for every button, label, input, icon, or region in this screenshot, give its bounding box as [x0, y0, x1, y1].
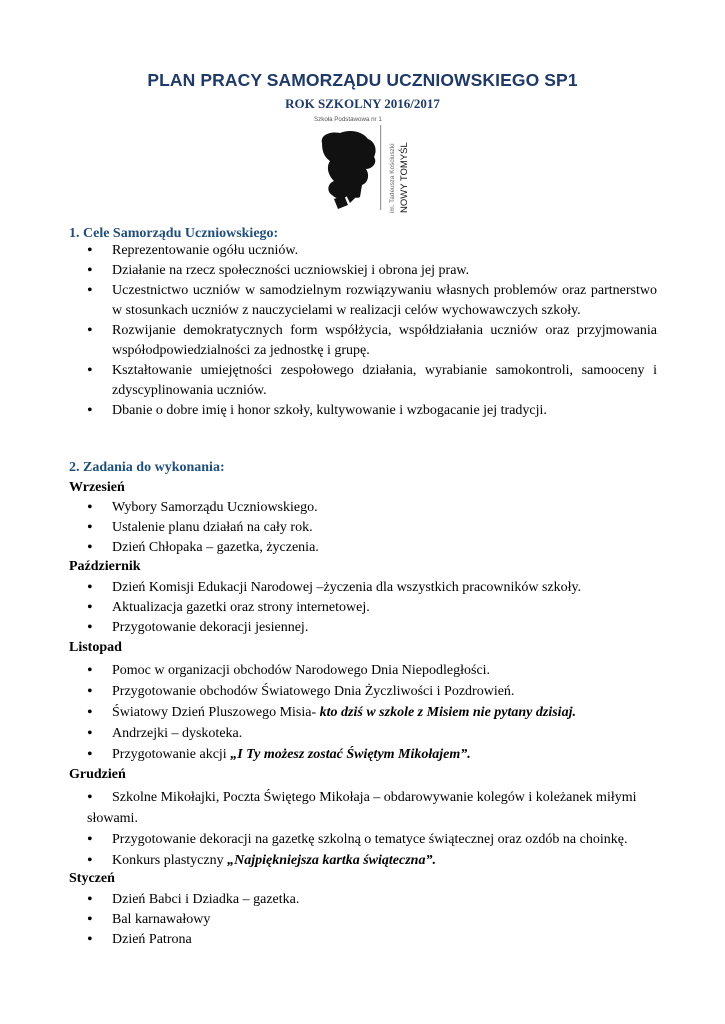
list-item: • Dzień Babci i Dziadka – gazetka. [87, 890, 667, 910]
list-item-text: Szkolne Mikołajki, Poczta Świętego Mikołaja – obdarowywanie kolegów i koleżanek miłymi słowami. [87, 790, 637, 826]
list-item-text: Przygotowanie akcji [112, 747, 231, 762]
month-heading-october: Październik [69, 559, 141, 574]
list-item: • Andrzejki – dyskoteka. [87, 723, 667, 744]
list-item: • Przygotowanie obchodów Światowego Dnia Życzliwości i Pozdrowień. [87, 681, 667, 702]
logo-patron-name: im. Tadeusza Kościuszki [389, 143, 396, 213]
list-item: • Bal karnawałowy [87, 910, 667, 930]
month-heading-january: Styczeń [69, 871, 115, 886]
list-item: • Dzień Komisji Edukacji Narodowej –życzenia dla wszystkich pracowników szkoły. [87, 578, 667, 598]
list-item: • Dzień Chłopaka – gazetka, życzenia. [87, 538, 667, 558]
list-item-text: Konkurs plastyczny [112, 853, 228, 868]
list-item [87, 702, 667, 723]
list-item: • Dzień Patrona [87, 930, 667, 950]
december-tasks [87, 787, 667, 871]
list-item-emphasis: „I Ty możesz zostać Świętym Mikołajem”. [230, 747, 471, 762]
list-item [87, 787, 667, 829]
goals-heading: 1. Cele Samorządu Uczniowskiego: [69, 226, 279, 241]
list-item: • Pomoc w organizacji obchodów Narodowego Dnia Niepodległości. [87, 660, 667, 681]
tasks-heading: 2. Zadania do wykonania: [69, 460, 225, 475]
list-item: • Przygotowanie dekoracji jesiennej. [87, 618, 667, 638]
list-item: • Przygotowanie dekoracji na gazetkę szkolną o tematyce świątecznej oraz ozdób na choinkę. [87, 829, 667, 850]
list-item: • Działanie na rzecz społeczności uczniowskiej i obrona jej praw. [87, 261, 657, 281]
list-item: • Kształtowanie umiejętności zespołowego działania, wyrabianie samokontroli, samooceny i zdyscyplinowania uczniów. [87, 361, 657, 401]
page-title: PLAN PRACY SAMORZĄDU UCZNIOWSKIEGO SP1 [147, 70, 578, 90]
list-item-text: Światowy Dzień Pluszowego Misia- [112, 705, 320, 720]
list-item: • Wybory Samorządu Uczniowskiego. [87, 498, 667, 518]
list-item-emphasis: „Najpiękniejsza kartka świąteczna”. [227, 853, 436, 868]
logo-town-name: NOWY TOMYŚL [399, 142, 410, 213]
list-item: • Ustalenie planu działań na cały rok. [87, 518, 667, 538]
list-item [87, 850, 667, 871]
page-subtitle: ROK SZKOLNY 2016/2017 [285, 96, 440, 111]
month-heading-september: Wrzesień [69, 480, 125, 495]
list-item: • Aktualizacja gazetki oraz strony internetowej. [87, 598, 667, 618]
list-item [87, 744, 667, 765]
logo-school-name: Szkoła Podstawowa nr 1 [314, 116, 382, 123]
september-tasks [87, 498, 667, 558]
month-heading-november: Listopad [69, 640, 122, 655]
list-item: • Uczestnictwo uczniów w samodzielnym rozwiązywaniu własnych problemów oraz partnerstwo w stosunkach uczniów z nauczycielami w realizacji celów wychowawczych szkoły. [87, 281, 657, 321]
list-item-emphasis: kto dziś w szkole z Misiem nie pytany dzisiaj. [319, 705, 576, 720]
october-tasks [87, 578, 667, 638]
november-tasks [87, 660, 667, 765]
list-item: • Dbanie o dobre imię i honor szkoły, kultywowanie i wzbogacanie jej tradycji. [87, 401, 657, 421]
school-logo [312, 113, 419, 218]
goals-list [87, 241, 657, 421]
january-tasks [87, 890, 667, 950]
month-heading-december: Grudzień [69, 767, 126, 782]
list-item: • Reprezentowanie ogółu uczniów. [87, 241, 657, 261]
list-item: • Rozwijanie demokratycznych form współżycia, współdziałania uczniów oraz przyjmowania współodpowiedzialności za jednostkę i grupę. [87, 321, 657, 361]
